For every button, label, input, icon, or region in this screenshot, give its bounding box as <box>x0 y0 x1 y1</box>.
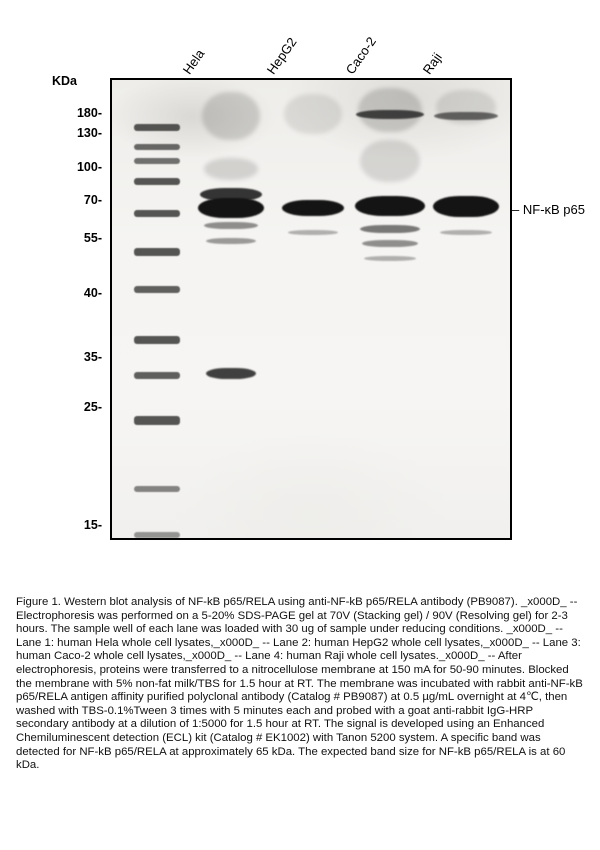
kda-marker-100: 100- <box>76 160 102 174</box>
kda-marker-130: 130- <box>76 126 102 140</box>
kda-marker-35: 35- <box>83 350 102 364</box>
lane-hela <box>200 80 262 538</box>
lane-raji <box>434 80 498 538</box>
kda-marker-180: 180- <box>76 106 102 120</box>
target-band-annotation <box>512 202 585 217</box>
kda-marker-15: 15- <box>83 518 102 532</box>
kda-marker-55: 55- <box>83 231 102 245</box>
lane-label-hela: Hela <box>179 46 208 77</box>
kda-axis-title: KDa <box>52 74 78 88</box>
target-band-label: NF-κB p65 <box>522 202 585 217</box>
protein-ladder <box>134 96 180 526</box>
lane-label-raji: Raji <box>419 50 445 77</box>
target-band-dash: – <box>512 202 520 217</box>
lane-label-caco2: Caco-2 <box>342 34 380 77</box>
blot-membrane <box>110 78 512 540</box>
lane-caco2 <box>356 80 424 538</box>
kda-marker-40: 40- <box>83 286 102 300</box>
kda-marker-70: 70- <box>83 193 102 207</box>
lane-label-hepg2: HepG2 <box>263 34 300 77</box>
figure-caption: Figure 1. Western blot analysis of NF-kB p65/RELA using anti-NF-kB p65/RELA antibody (PB9087). _x000D_ -- Electrophoresis was performed on a 5-20% SDS-PAGE gel at 70V (Stacking gel) / 90V (Resolving gel) for 2-3 hours. The sample well of each lane was loaded with 30 ug of sample under reducing conditions. _x000D_ -- Lane 1: human Hela whole cell lysates,_x000D_ -- Lane 2: human HepG2 whole cell lysates,_x000D_ -- Lane 3: human Caco-2 whole cell lysates,_x000D_ -- Lane 4: human Raji whole cell lysates._x000D_ -- After electrophoresis, proteins were transferred to a nitrocellulose membrane at 150 mA for 50-90 minutes. Blocked the membrane with 5% non-fat milk/TBS for 1.5 hour at RT. The membrane was incubated with rabbit anti-NF-kB p65/RELA antigen affinity purified polyclonal antibody (Catalog # PB9087) at 0.5 µg/mL overnight at 4℃, then washed with TBS-0.1%Tween 3 times with 5 minutes each and probed with a goat anti-rabbit IgG-HRP secondary antibody at a dilution of 1:5000 for 1.5 hour at RT. The signal is developed using an Enhanced Chemiluminescent detection (ECL) kit (Catalog # EK1002) with Tanon 5200 system. A specific band was detected for NF-kB p65/RELA at approximately 65 kDa. The expected band size for NF-kB p65/RELA is at 60 kDa. <box>16 596 583 772</box>
lane-hepg2 <box>282 80 344 538</box>
kda-marker-25: 25- <box>83 400 102 414</box>
